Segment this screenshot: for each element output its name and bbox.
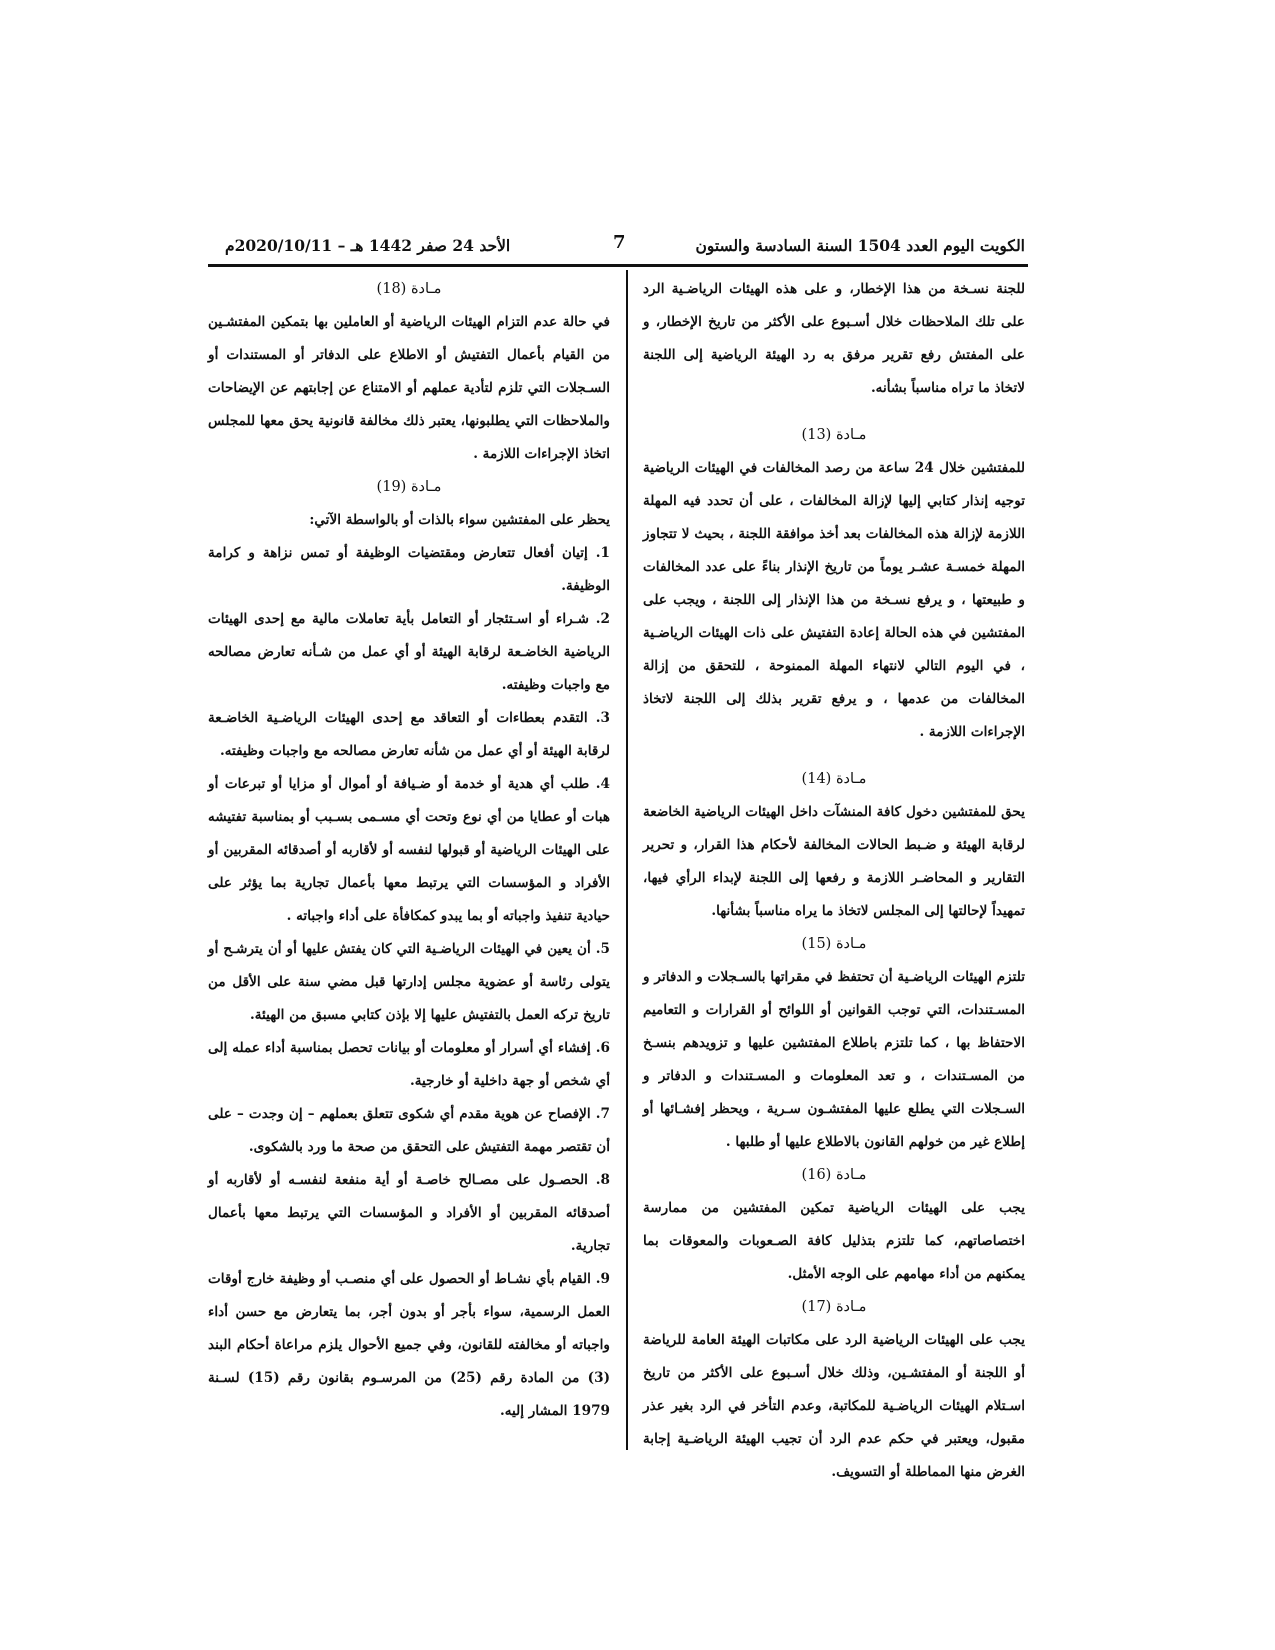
list-item: 9. القيام بأي نشـاط أو الحصول على أي منصـب أو وظيفة خارج أوقات العمل الرسمية، سواء بأجر أو بدون أجر، بما يتعارض مع حسن أداء واجباته أو مخالفته للقانون، وفي جميع الأحوال يلزم مراعاة أحكام البند (3) من المادة رقم (25) من المرسـوم بقانون رقم (15) لسـنة 1979 المشار إليه. bbox=[208, 1271, 610, 1419]
article-heading: مـادة (16) bbox=[801, 1167, 867, 1183]
article-heading: مـادة (13) bbox=[801, 427, 867, 443]
list-item: 1. إتيان أفعال تتعارض ومقتضيات الوظيفة أو تمس نزاهة و كرامة الوظيفة. bbox=[208, 545, 610, 594]
right-column bbox=[643, 273, 1025, 1489]
paragraph: يجب على الهيئات الرياضية تمكين المفتشين من ممارسة اختصاصاتهم، كما تلتزم بتذليل كافة الصـعوبات والمعوقات بما يمكنهم من أداء مهامهم على الوجه الأمثل. bbox=[643, 1200, 1025, 1282]
list-item: 6. إفشاء أي أسرار أو معلومات أو بيانات تحصل بمناسبة أداء عمله إلى أي شخص أو جهة داخلية أو خارجية. bbox=[208, 1040, 610, 1089]
list-item: 4. طلب أي هدية أو خدمة أو ضـيافة أو أموال أو مزايا أو تبرعات أو هبات أو عطايا من أي نوع وتحت أي مسـمى بسـبب أو بمناسبة تفتيشه على الهيئات الرياضية أو قبولها لنفسه أو لأقاربه أو أصدقائه المقربين أو الأفراد و المؤسسات التي يرتبط معها بأعمال تجارية بما يؤثر على حيادية تنفيذ واجباته أو بما يبدو كمكافأة على أداء واجباته . bbox=[208, 776, 610, 924]
paragraph: للجنة نسـخة من هذا الإخطار، و على هذه الهيئات الرياضـية الرد على تلك الملاحظات خلال أسـبوع على الأكثر من تاريخ الإخطار، و على المفتش رفع تقرير مرفق به رد الهيئة الرياضية إلى اللجنة لاتخاذ ما تراه مناسباً بشأنه. bbox=[643, 281, 1025, 396]
page-number: 7 bbox=[613, 232, 626, 253]
header-rule bbox=[208, 264, 1028, 267]
list-item: 8. الحصـول على مصـالح خاصـة أو أية منفعة لنفسـه أو لأقاربه أو أصدقائه المقربين أو الأفراد و المؤسسات التي يرتبط معها بأعمال تجارية. bbox=[208, 1172, 610, 1254]
page-header bbox=[225, 232, 1025, 262]
article-heading: مـادة (15) bbox=[801, 936, 867, 952]
paragraph: يحظر على المفتشين سواء بالذات أو بالواسطة الآتي: bbox=[309, 512, 610, 528]
article-heading: مـادة (14) bbox=[801, 771, 867, 787]
paragraph: للمفتشين خلال 24 ساعة من رصد المخالفات في الهيئات الرياضية توجيه إنذار كتابي إليها لإزالة المخالفات ، على أن تحدد فيه المهلة اللازمة لإزالة هذه المخالفات بعد أخذ موافقة اللجنة ، بحيث لا تتجاوز المهلة خمسـة عشـر يوماً من تاريخ الإنذار بناءً على عدد المخالفات و طبيعتها ، و يرفع نسـخة من هذا الإنذار إلى اللجنة ، ويجب على المفتشين في هذه الحالة إعادة التفتيش على ذات الهيئات الرياضـية ، في اليوم التالي لانتهاء المهلة الممنوحة ، للتحقق من إزالة المخالفات من عدمها ، و يرفع تقرير بذلك إلى اللجنة لاتخاذ الإجراءات اللازمة . bbox=[643, 460, 1025, 740]
list-item: 5. أن يعين في الهيئات الرياضـية التي كان يفتش عليها أو أن يترشـح أو يتولى رئاسة أو عضوية مجلس إدارتها قبل مضي سنة على الأقل من تاريخ تركه العمل بالتفتيش عليها إلا بإذن كتابي مسبق من الهيئة. bbox=[208, 941, 610, 1023]
paragraph: تلتزم الهيئات الرياضـية أن تحتفظ في مقراتها بالسـجلات و الدفاتر و المسـتندات، التي توجب القوانين أو اللوائح أو القرارات و التعاميم الاحتفاظ بها ، كما تلتزم باطلاع المفتشين عليها و تزويدهم بنسـخ من المسـتندات ، و تعد المعلومات و المسـتندات و الدفاتر و السـجلات التي يطلع عليها المفتشـون سـرية ، ويحظر إفشـائها أو إطلاع غير من خولهم القانون بالاطلاع عليها أو طلبها . bbox=[643, 969, 1025, 1150]
gazette-issue-info: الكويت اليوم العدد 1504 السنة السادسة والستون bbox=[695, 236, 1025, 255]
left-column bbox=[208, 273, 610, 1428]
article-heading: مـادة (19) bbox=[376, 479, 442, 495]
paragraph: يحق للمفتشين دخول كافة المنشآت داخل الهيئات الرياضية الخاضعة لرقابة الهيئة و ضـبط الحالات المخالفة لأحكام هذا القرار، و تحرير التقارير و المحاضـر اللازمة و رفعها إلى اللجنة لإبداء الرأي فيها، تمهيداً لإحالتها إلى المجلس لاتخاذ ما يراه مناسباً بشأنها. bbox=[643, 804, 1025, 919]
list-item: 2. شـراء أو اسـتئجار أو التعامل بأية تعاملات مالية مع إحدى الهيئات الرياضية الخاضـعة لرقابة الهيئة أو أي عمل من شـأنه تعارض مصالحه مع واجبات وظيفته. bbox=[208, 611, 610, 693]
issue-date: الأحد 24 صفر 1442 هـ – 2020/10/11م bbox=[225, 236, 511, 255]
column-divider bbox=[626, 270, 628, 1450]
list-item: 3. التقدم بعطاءات أو التعاقد مع إحدى الهيئات الرياضـية الخاضـعة لرقابة الهيئة أو أي عمل من شأنه تعارض مصالحه مع واجبات وظيفته. bbox=[208, 710, 610, 759]
article-heading: مـادة (17) bbox=[801, 1299, 867, 1315]
paragraph: في حالة عدم التزام الهيئات الرياضية أو العاملين بها بتمكين المفتشـين من القيام بأعمال التفتيش أو الاطلاع على الدفاتر أو المستندات أو السـجلات التي تلزم لتأدية عملهم أو الامتناع عن إجابتهم عن الإيضاحات والملاحظات التي يطلبونها، يعتبر ذلك مخالفة قانونية يحق معها للمجلس اتخاذ الإجراءات اللازمة . bbox=[208, 314, 610, 462]
paragraph: يجب على الهيئات الرياضية الرد على مكاتبات الهيئة العامة للرياضة أو اللجنة أو المفتشـين، وذلك خلال أسـبوع على الأكثر من تاريخ اسـتلام الهيئات الرياضـية للمكاتبة، وعدم التأخر في الرد بغير عذر مقبول، ويعتبر في حكم عدم الرد أن تجيب الهيئة الرياضـية إجابة الغرض منها المماطلة أو التسويف. bbox=[643, 1332, 1025, 1480]
article-heading: مـادة (18) bbox=[376, 281, 442, 297]
list-item: 7. الإفصاح عن هوية مقدم أي شكوى تتعلق بعملهم – إن وجدت – على أن تقتصر مهمة التفتيش على التحقق من صحة ما ورد بالشكوى. bbox=[208, 1106, 610, 1155]
